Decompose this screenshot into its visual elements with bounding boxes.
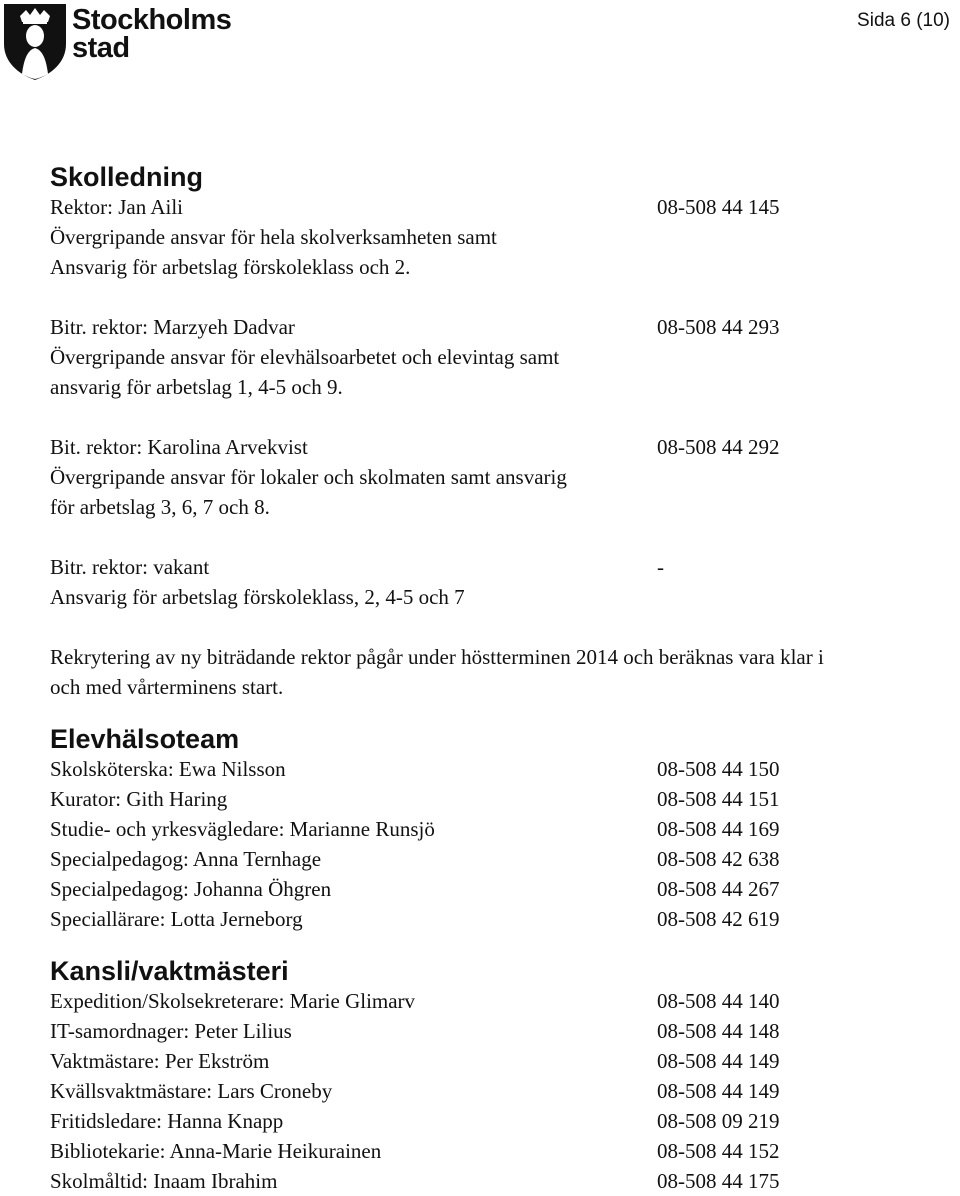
phone-number: 08-508 44 149	[657, 1079, 780, 1103]
line-text: Bitr. rektor: Marzyeh Dadvar	[50, 315, 295, 339]
phone-number: 08-508 44 175	[657, 1169, 780, 1193]
description-line	[50, 222, 950, 252]
phone-number: 08-508 44 145	[657, 195, 780, 219]
recruitment-note	[50, 642, 950, 702]
coat-of-arms-icon	[0, 0, 72, 84]
contact-line	[50, 312, 950, 342]
phone-number: 08-508 42 638	[657, 847, 780, 871]
leadership-block	[50, 552, 950, 612]
line-text: Övergripande ansvar för elevhälsoarbetet och elevintag samt	[50, 345, 560, 369]
line-text: Bit. rektor: Karolina Arvekvist	[50, 435, 308, 459]
contact-row	[50, 1106, 950, 1136]
elevhalsoteam-list	[50, 754, 950, 934]
contact-name: Studie- och yrkesvägledare: Marianne Runsjö	[50, 817, 435, 841]
line-text: Ansvarig för arbetslag förskoleklass, 2, 4-5 och 7	[50, 585, 465, 609]
heading-kansli-vaktmasteri: Kansli/vaktmästeri	[50, 956, 289, 986]
description-line	[50, 252, 950, 282]
note-line: Rekrytering av ny biträdande rektor pågår under höstterminen 2014 och beräknas vara klar i	[50, 645, 824, 669]
line-text: Bitr. rektor: vakant	[50, 555, 210, 579]
stockholms-stad-logo	[0, 0, 240, 84]
contact-line	[50, 552, 950, 582]
phone-number: 08-508 42 619	[657, 907, 780, 931]
phone-number: -	[657, 555, 664, 579]
line-text: Övergripande ansvar för lokaler och skolmaten samt ansvarig	[50, 465, 567, 489]
contact-name: Kvällsvaktmästare: Lars Croneby	[50, 1079, 333, 1103]
contact-name: Kurator: Gith Haring	[50, 787, 228, 811]
phone-number: 08-508 44 148	[657, 1019, 780, 1043]
contact-row	[50, 986, 950, 1016]
contact-name: IT-samordnager: Peter Lilius	[50, 1019, 292, 1043]
leadership-block	[50, 192, 950, 282]
contact-row	[50, 874, 950, 904]
contact-name: Specialpedagog: Anna Ternhage	[50, 847, 322, 871]
leadership-block	[50, 312, 950, 402]
line-text: Ansvarig för arbetslag förskoleklass och 2.	[50, 255, 411, 279]
contact-name: Speciallärare: Lotta Jerneborg	[50, 907, 303, 931]
description-line	[50, 462, 950, 492]
contact-row	[50, 904, 950, 934]
contact-name: Bibliotekarie: Anna-Marie Heikurainen	[50, 1139, 382, 1163]
description-line	[50, 492, 950, 522]
contact-name: Skolmåltid: Inaam Ibrahim	[50, 1169, 278, 1193]
line-text: för arbetslag 3, 6, 7 och 8.	[50, 495, 270, 519]
phone-number: 08-508 44 292	[657, 435, 780, 459]
phone-number: 08-508 44 152	[657, 1139, 780, 1163]
phone-number: 08-508 44 267	[657, 877, 780, 901]
phone-number: 08-508 09 219	[657, 1109, 780, 1133]
contact-row	[50, 1166, 950, 1196]
phone-number: 08-508 44 293	[657, 315, 780, 339]
contact-row	[50, 1136, 950, 1166]
contact-name: Expedition/Skolsekreterare: Marie Glimarv	[50, 989, 416, 1013]
description-line	[50, 372, 950, 402]
description-line	[50, 582, 950, 612]
description-line	[50, 342, 950, 372]
leadership-block	[50, 432, 950, 522]
contact-line	[50, 192, 950, 222]
contact-name: Specialpedagog: Johanna Öhgren	[50, 877, 332, 901]
contact-row	[50, 844, 950, 874]
note-line: och med vårterminens start.	[50, 675, 284, 699]
contact-name: Fritidsledare: Hanna Knapp	[50, 1109, 284, 1133]
logo-text-stad: stad	[72, 32, 130, 64]
phone-number: 08-508 44 149	[657, 1049, 780, 1073]
phone-number: 08-508 44 150	[657, 757, 780, 781]
line-text: ansvarig för arbetslag 1, 4-5 och 9.	[50, 375, 343, 399]
line-text: Rektor: Jan Aili	[50, 195, 183, 219]
contact-row	[50, 1016, 950, 1046]
contact-row	[50, 1076, 950, 1106]
phone-number: 08-508 44 140	[657, 989, 780, 1013]
phone-number: 08-508 44 151	[657, 787, 780, 811]
contact-line	[50, 432, 950, 462]
contact-name: Skolsköterska: Ewa Nilsson	[50, 757, 286, 781]
contact-row	[50, 1046, 950, 1076]
contact-name: Vaktmästare: Per Ekström	[50, 1049, 270, 1073]
logo-text-stockholms: Stockholms	[72, 4, 232, 36]
phone-number: 08-508 44 169	[657, 817, 780, 841]
contact-row	[50, 814, 950, 844]
heading-skolledning: Skolledning	[50, 162, 204, 192]
document-content	[50, 158, 950, 1196]
kansli-list	[50, 986, 950, 1196]
line-text: Övergripande ansvar för hela skolverksamheten samt	[50, 225, 497, 249]
contact-row	[50, 784, 950, 814]
contact-row	[50, 754, 950, 784]
heading-elevhalsoteam: Elevhälsoteam	[50, 724, 240, 754]
page-number: Sida 6 (10)	[857, 10, 950, 31]
